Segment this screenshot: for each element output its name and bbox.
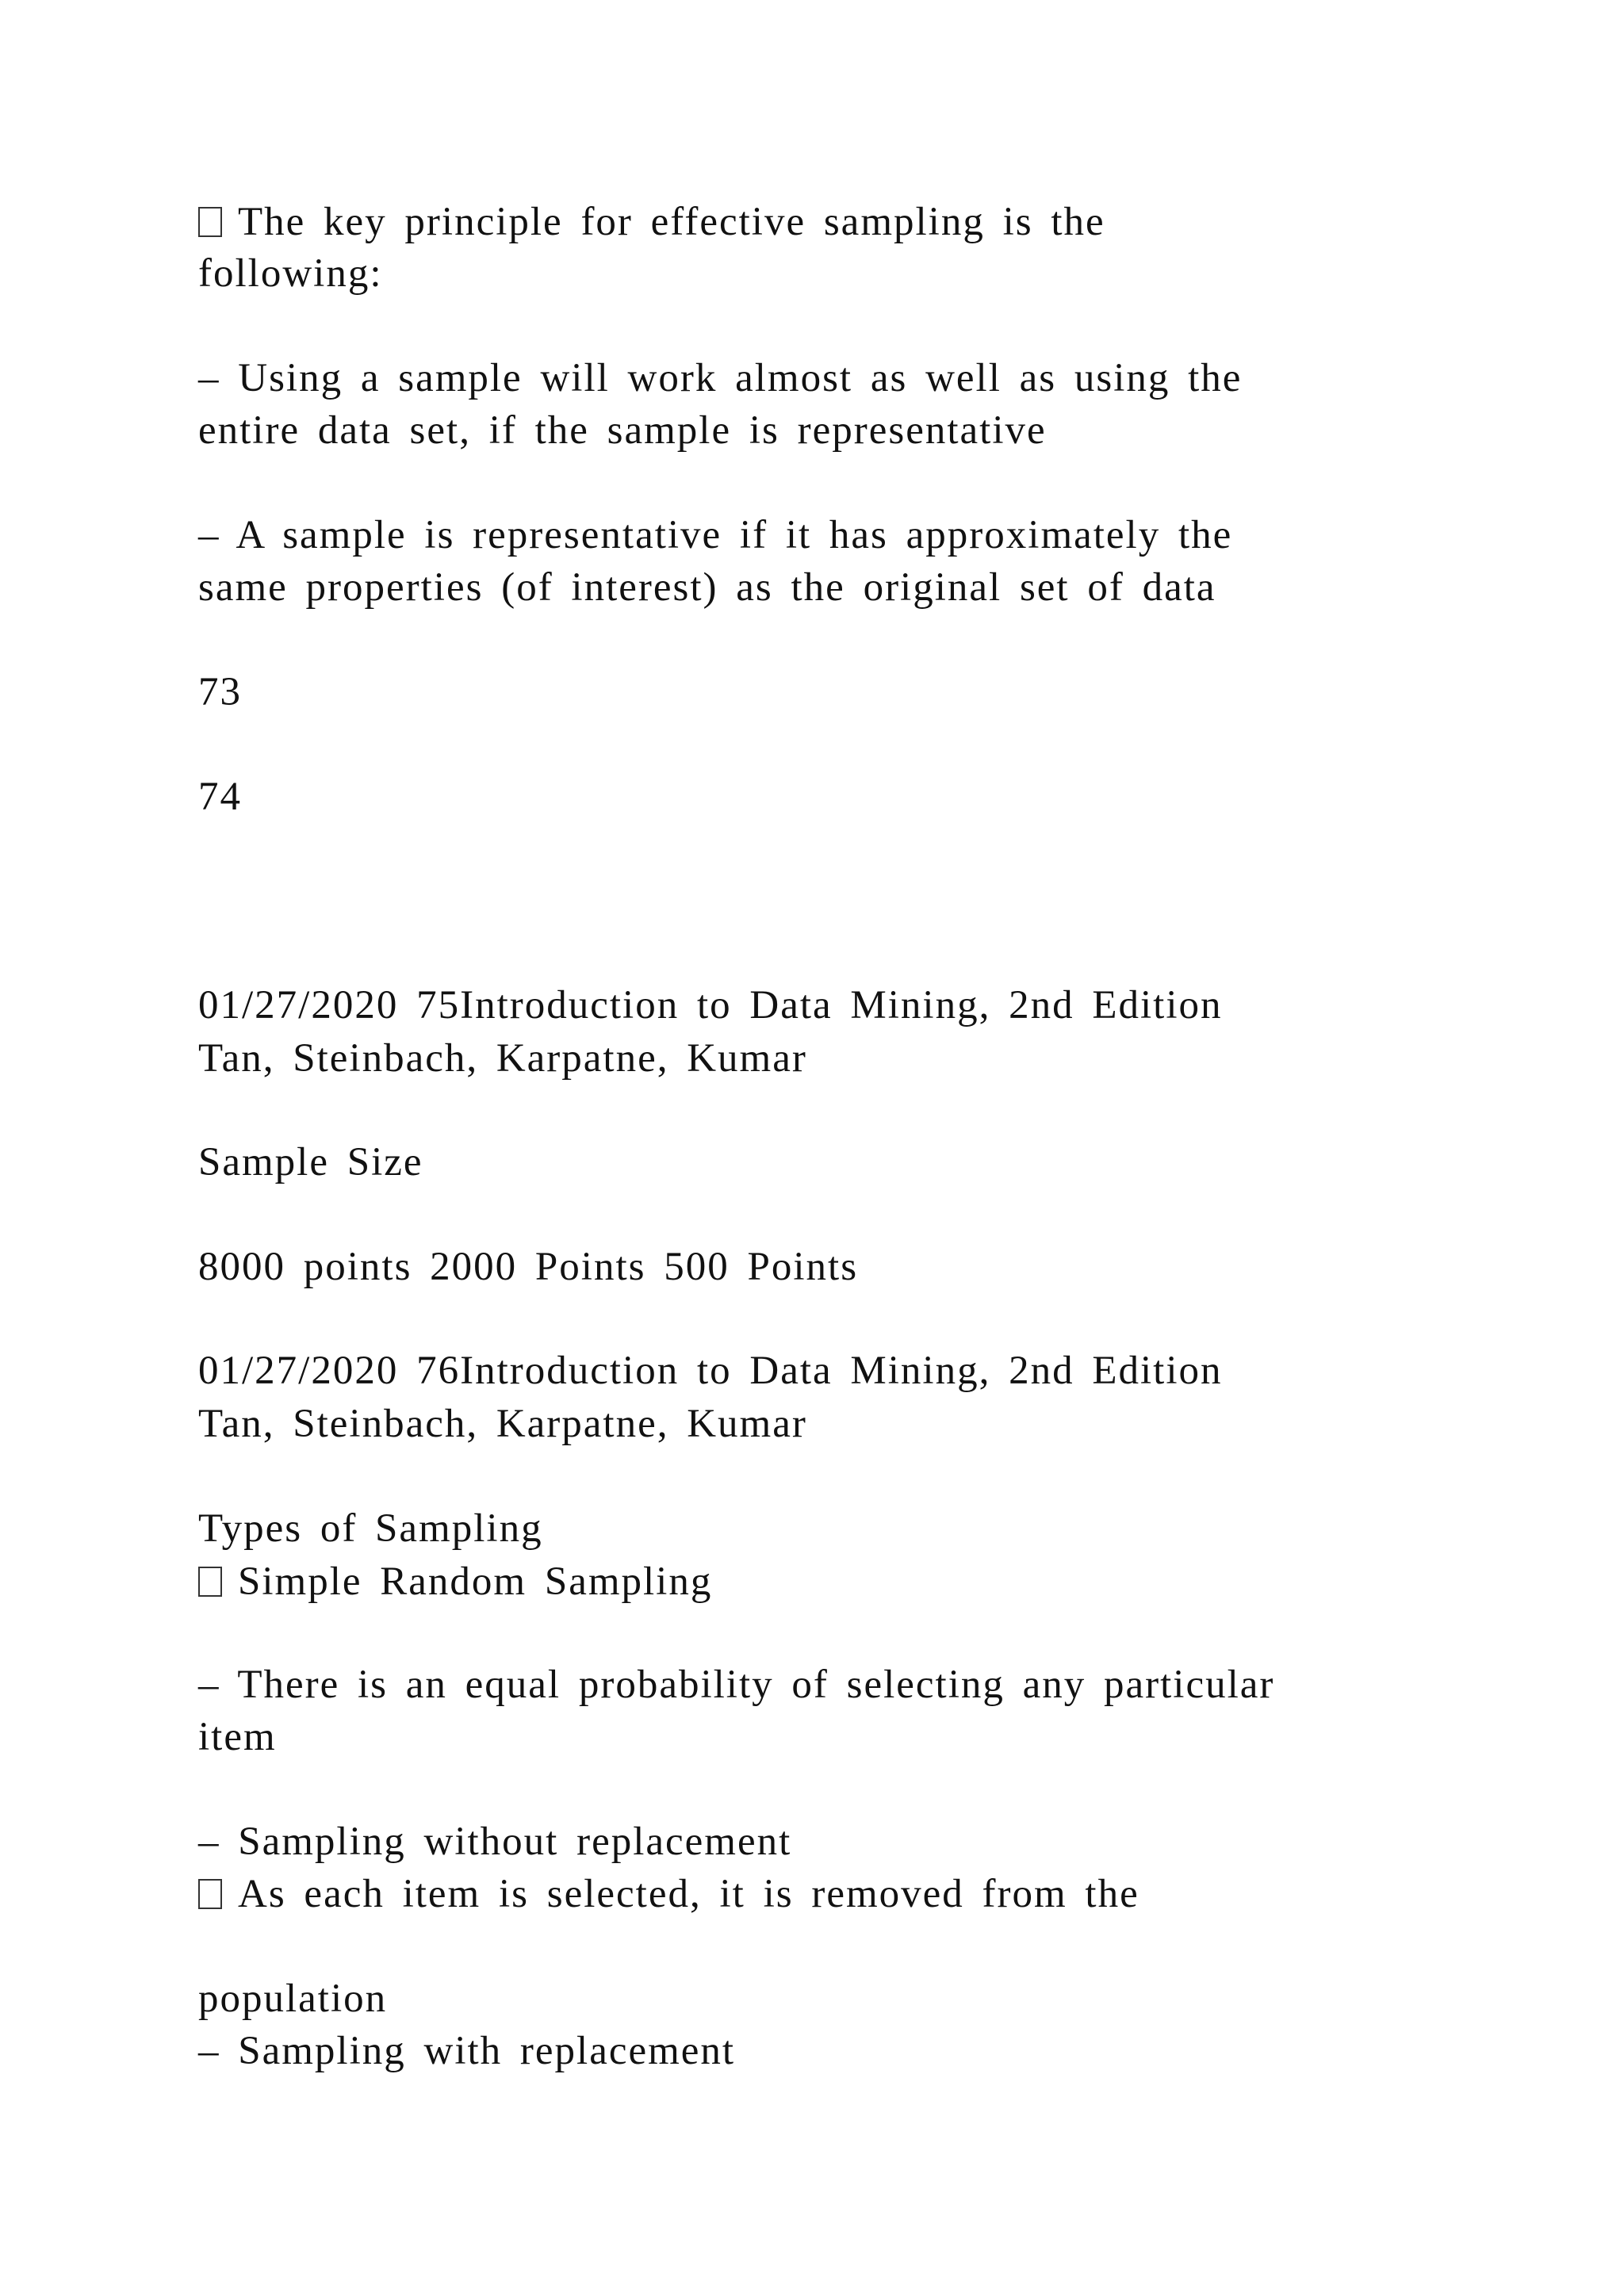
text-line: – Sampling with replacement [198,2029,736,2073]
page-number: 74 [198,775,242,819]
line-text: As each item is selected, it is removed from the [238,1872,1139,1916]
text-line: population [198,1976,388,2021]
text-line: – Sampling without replacement [198,1820,792,1864]
text-line: – A sample is representative if it has approximately the [198,513,1233,557]
text-line: – Using a sample will work almost as well as using the [198,356,1243,400]
text-line: 8000 points 2000 Points 500 Points [198,1245,859,1289]
page-number: 73 [198,670,242,714]
text-line [198,1874,1139,1915]
text-line: same properties (of interest) as the original set of data [198,565,1216,610]
text-line: – There is an equal probability of selecting any particular [198,1663,1275,1707]
slide-footer: 01/27/2020 75Introduction to Data Mining, 2nd Edition [198,983,1223,1027]
slide-footer: 01/27/2020 76Introduction to Data Mining, 2nd Edition [198,1349,1223,1393]
section-heading: Types of Sampling [198,1506,543,1551]
square-bullet-icon [198,1567,222,1597]
square-bullet-icon [198,207,222,237]
text-line [198,1559,713,1604]
slide-footer-authors: Tan, Steinbach, Karpatne, Kumar [198,1036,807,1081]
text-line: entire data set, if the sample is representative [198,408,1047,453]
square-bullet-icon [198,1879,222,1909]
slide-footer-authors: Tan, Steinbach, Karpatne, Kumar [198,1402,807,1446]
line-text: Simple Random Sampling [238,1559,713,1604]
text-line [198,202,1105,243]
line-text: The key principle for effective sampling is the [238,200,1105,244]
text-line: item [198,1715,277,1759]
text-line: following: [198,251,383,296]
section-heading: Sample Size [198,1140,423,1184]
